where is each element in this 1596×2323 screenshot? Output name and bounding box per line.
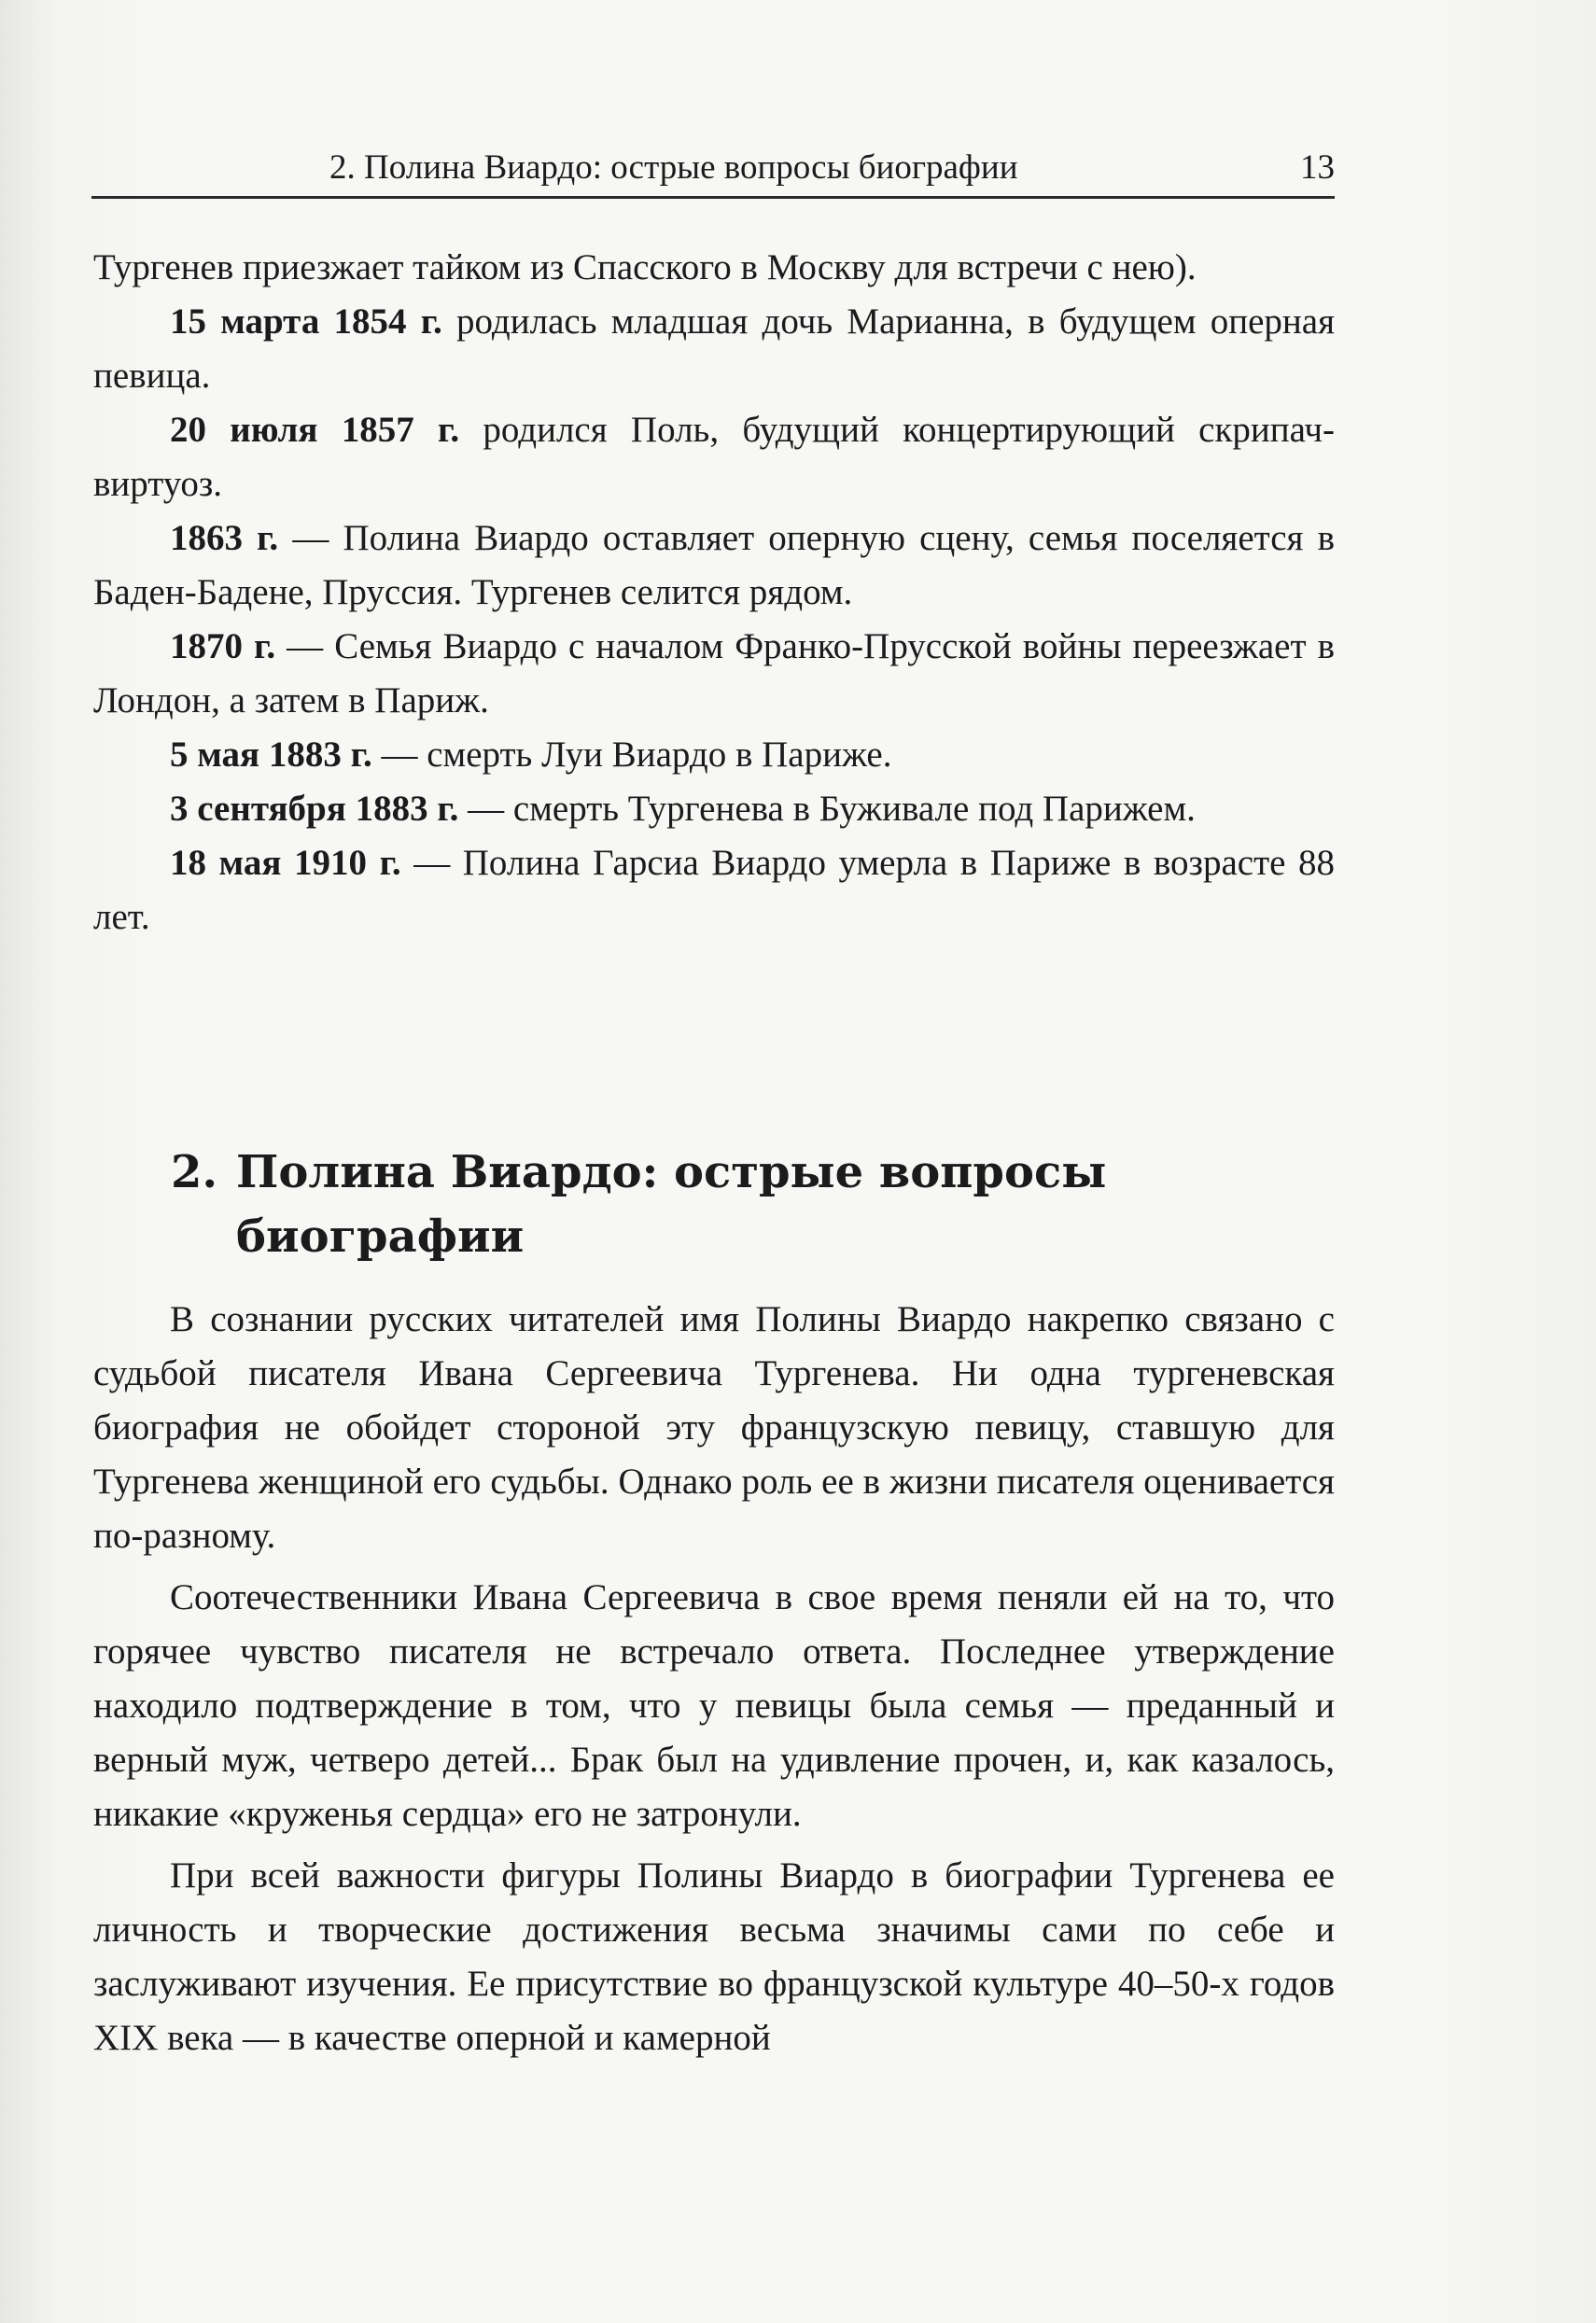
- timeline-entry: 1863 г. — Полина Виардо оставляет оперную сцену, семья поселяется в Баден-Бадене, Пруссия. Тургенев селится рядом.: [93, 518, 1335, 612]
- paragraph: Соотечественники Ивана Сергеевича в свое время пеняли ей на то, что горячее чувство писателя не встречало ответа. Последнее утверждение находило подтверждение в том, что у певицы была семья — преданный и верный муж, четверо детей... Брак был на удивление прочен, и, как казалось, никакие «круженья сердца» его не затронули.: [93, 1577, 1335, 1834]
- timeline-date: 20 июля 1857 г.: [170, 410, 460, 450]
- page-number: 13: [1300, 148, 1335, 187]
- paragraph: При всей важности фигуры Полины Виардо в биографии Тургенева ее личность и творческие достижения весьма значимы сами по себе и заслуживают изучения. Ее присутствие во французской культуре 40–50-х годов XIX века — в качестве оперной и камерной: [93, 1855, 1335, 2058]
- running-header: [91, 140, 1335, 199]
- timeline-entry: 5 мая 1883 г. — смерть Луи Виардо в Париже.: [170, 735, 892, 775]
- timeline-entry: 20 июля 1857 г. родился Поль, будущий концертирующий скрипач-виртуоз.: [93, 410, 1335, 504]
- section-heading: [171, 1141, 1197, 1269]
- section-number: 2.: [171, 1146, 218, 1198]
- section-body: [93, 1293, 1335, 2073]
- timeline-entry: 18 мая 1910 г. — Полина Гарсиа Виардо умерла в Париже в возрасте 88 лет.: [93, 843, 1335, 937]
- timeline-date: 18 мая 1910 г.: [170, 843, 401, 883]
- timeline-date: 1863 г.: [170, 518, 279, 558]
- timeline-date: 5 мая 1883 г.: [170, 735, 372, 775]
- timeline-date: 1870 г.: [170, 626, 276, 666]
- paragraph: В сознании русских читателей имя Полины Виардо накрепко связано с судьбой писателя Ивана Сергеевича Тургенева. Ни одна тургеневская биография не обойдет стороной эту французскую певицу, ставшую для Тургенева женщиной его судьбы. Однако роль ее в жизни писателя оценивается по-разному.: [93, 1299, 1335, 1556]
- section-title: Полина Виардо: острые вопросы биографии: [236, 1146, 1107, 1263]
- timeline-block: [93, 241, 1335, 945]
- timeline-date: 15 марта 1854 г.: [170, 301, 442, 342]
- timeline-entry: Тургенев приезжает тайком из Спасского в Москву для встречи с нею).: [93, 247, 1197, 287]
- timeline-entry: 15 марта 1854 г. родилась младшая дочь Марианна, в будущем оперная певица.: [93, 301, 1336, 396]
- timeline-entry: 1870 г. — Семья Виардо с началом Франко-Прусской войны переезжает в Лондон, а затем в Париж.: [93, 626, 1335, 721]
- timeline-date: 3 сентября 1883 г.: [170, 789, 459, 829]
- timeline-entry: 3 сентября 1883 г. — смерть Тургенева в Буживале под Парижем.: [170, 789, 1196, 829]
- running-title: 2. Полина Виардо: острые вопросы биографии: [329, 148, 1018, 187]
